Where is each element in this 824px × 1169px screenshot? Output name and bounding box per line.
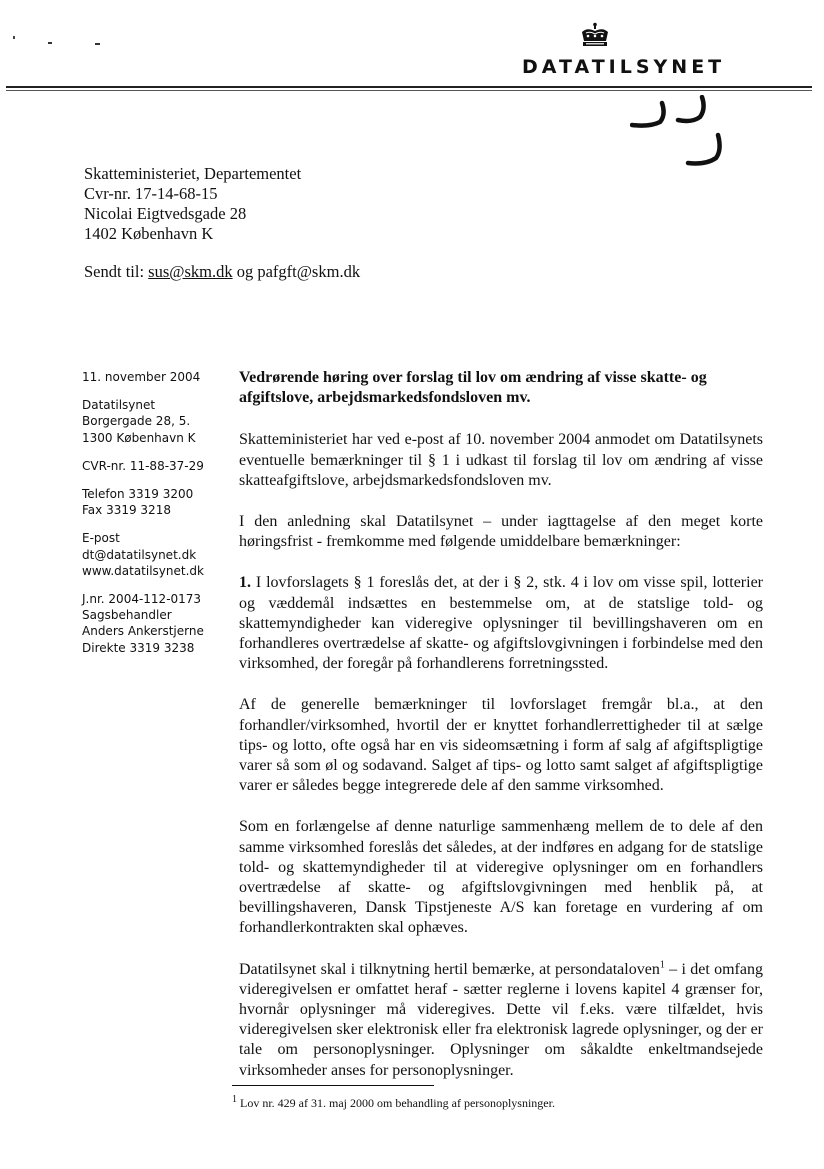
sent-to-email-link[interactable]: sus@skm.dk bbox=[148, 262, 233, 281]
paragraph-6 bbox=[239, 960, 763, 1081]
footnote-rule bbox=[232, 1085, 434, 1086]
paragraph-6-text-b: – i det omfang videregivelsen er omfattet heraf - sætter reglerne i lovens kapitel 4 grænser for, hvornår oplysninger må videregives. Dette vil f.eks. være tilfældet, hvis videregivelsen sker elektronisk eller fra elektronisk lagrede oplysninger, og der er tale om personoplysninger. Oplysninger om såkaldte enkeltmandsejede virksomheder anses for personoplysninger. bbox=[239, 960, 763, 1079]
handler-label: Sagsbehandler bbox=[82, 608, 172, 623]
sent-to-label: Sendt til: bbox=[84, 262, 145, 281]
sender-cvr: CVR-nr. 11-88-37-29 bbox=[82, 458, 204, 473]
handler-direct-phone: Direkte 3319 3238 bbox=[82, 640, 195, 655]
letter-subject: Vedrørende høring over forslag til lov om ændring af visse skatte- og afgiftslove, arbejdsmarkedsfondsloven mv. bbox=[239, 369, 707, 407]
sender-email-label: E-post bbox=[82, 531, 120, 546]
sender-org: Datatilsynet bbox=[82, 398, 156, 413]
header-rule-thin bbox=[6, 90, 812, 91]
paragraph-5: Som en forlængelse af denne naturlige sammenhæng mellem de to dele af den samme virksomhed foreslås det således, at der indføres en adgang for de statslige told- og skattemyndigheder til at videregive oplysninger om en forhandlers overtrædelse af skatte- og afgiftslovgivningen med henblik på, at bevillingshaveren, Dansk Tipstjeneste A/S kan foretage en vurdering af om forhandlerkontrakten skal ophæves. bbox=[239, 818, 763, 937]
footnote-text: Lov nr. 429 af 31. maj 2000 om behandling af personoplysninger. bbox=[240, 1096, 555, 1110]
sent-to-line bbox=[84, 262, 360, 282]
header-rule bbox=[6, 86, 812, 88]
handler-name: Anders Ankerstjerne bbox=[82, 624, 204, 639]
sender-fax: Fax 3319 3218 bbox=[82, 503, 171, 518]
sender-phone: Telefon 3319 3200 bbox=[82, 487, 194, 502]
recipient-city: 1402 København K bbox=[84, 224, 214, 243]
sent-to-email-2: pafgft@skm.dk bbox=[257, 262, 361, 281]
sender-city: 1300 København K bbox=[82, 430, 196, 445]
recipient-cvr: Cvr-nr. 17-14-68-15 bbox=[84, 184, 218, 203]
footnote-reference: 1 bbox=[659, 959, 665, 971]
sent-to-join: og bbox=[236, 262, 254, 281]
letter-body bbox=[239, 368, 763, 1081]
journal-number: J.nr. 2004-112-0173 bbox=[82, 592, 202, 607]
handwritten-mark bbox=[630, 95, 730, 175]
paragraph-3-text: I lovforslagets § 1 foreslås det, at der i § 2, stk. 4 i lov om visse spil, lotterier og væddemål indsættes en bestemmelse om, at de statslige told- og skattemyndigheder kan videregive oplysninger til bevillingshaveren om en forhandleres overtrædelse af skatte- og afgiftslovgivningen i forbindelse med den virksomhed, der foregår på forhandlerens forretningssted. bbox=[239, 574, 764, 673]
paragraph-3 bbox=[239, 573, 763, 674]
footnote bbox=[232, 1096, 555, 1111]
sender-web: www.datatilsynet.dk bbox=[82, 563, 204, 578]
paragraph-1: Skatteministeriet har ved e-post af 10. november 2004 anmodet om Datatilsynets eventuelle bemærkninger til § 1 i udkast til forslag til lov om ændring af visse skatteafgiftslove, arbejdsmarkedsfondsloven mv. bbox=[239, 431, 763, 489]
sender-street: Borgergade 28, 5. bbox=[82, 414, 191, 429]
paragraph-2: I den anledning skal Datatilsynet – under iagttagelse af den meget korte høringsfrist - fremkomme med følgende umiddelbare bemærkninger: bbox=[239, 513, 763, 551]
scan-specks bbox=[0, 0, 140, 60]
crown-logo-icon bbox=[578, 22, 612, 52]
sender-info-sidebar bbox=[82, 369, 232, 656]
recipient-address bbox=[84, 164, 301, 244]
sender-email: dt@datatilsynet.dk bbox=[82, 547, 197, 562]
letter-date: 11. november 2004 bbox=[82, 370, 201, 384]
paragraph-4: Af de generelle bemærkninger til lovforslaget fremgår bl.a., at den forhandler/virksomhed, hvortil der er knyttet forhandlerrettigheder til at sælge tips- og lotto, ofte også har en vis sideomsætning i form af salg af afgiftspligtige varer så som øl og sodavand. Salget af tips- og lotto samt salget af afgiftspligtige varer er således begge integrerede dele af den samme virksomhed. bbox=[239, 696, 763, 795]
paragraph-3-number: 1. bbox=[239, 574, 251, 592]
recipient-street: Nicolai Eigtvedsgade 28 bbox=[84, 204, 247, 223]
organization-logo-text: DATATILSYNET bbox=[522, 56, 726, 78]
recipient-name: Skatteministeriet, Departementet bbox=[84, 164, 302, 183]
paragraph-6-text-a: Datatilsynet skal i tilknytning hertil bemærke, at persondataloven bbox=[239, 960, 660, 978]
footnote-number: 1 bbox=[232, 1094, 237, 1105]
